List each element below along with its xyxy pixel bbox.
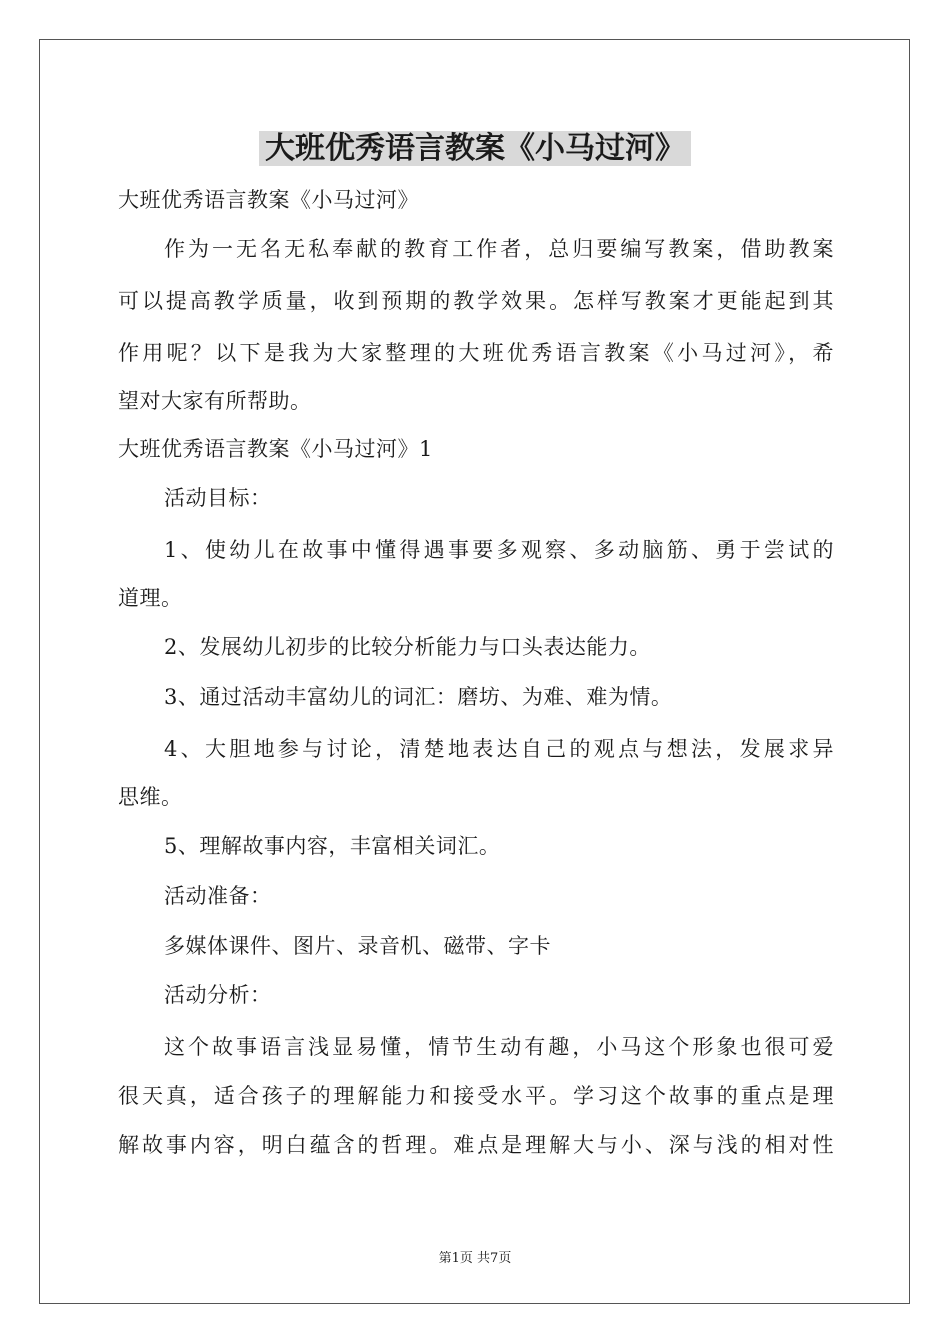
section-label: 活动准备： xyxy=(164,884,272,908)
list-item-continuation: 道理。 xyxy=(118,586,183,610)
document-title xyxy=(0,127,950,171)
paragraph-line: 解故事内容，明白蕴含的哲理。难点是理解大与小、深与浅的相对性 xyxy=(118,1133,834,1157)
title-text: 大班优秀语言教案《小马过河》 xyxy=(259,131,691,166)
list-item: 5、理解故事内容，丰富相关词汇。 xyxy=(164,834,501,858)
list-item: 3、通过活动丰富幼儿的词汇：磨坊、为难、难为情。 xyxy=(164,685,673,709)
list-item: 4、大胆地参与讨论，清楚地表达自己的观点与想法，发展求异 xyxy=(164,737,834,761)
list-item: 1、使幼儿在故事中懂得遇事要多观察、多动脑筋、勇于尝试的 xyxy=(164,538,834,562)
section-heading: 大班优秀语言教案《小马过河》1 xyxy=(118,437,433,461)
subtitle-line: 大班优秀语言教案《小马过河》 xyxy=(118,188,419,212)
list-item-continuation: 思维。 xyxy=(118,785,183,809)
page-border xyxy=(39,39,910,1304)
paragraph-line: 作为一无名无私奉献的教育工作者，总归要编写教案，借助教案 xyxy=(164,237,834,261)
paragraph-line: 可以提高教学质量，收到预期的教学效果。怎样写教案才更能起到其 xyxy=(118,289,834,313)
paragraph-line: 很天真，适合孩子的理解能力和接受水平。学习这个故事的重点是理 xyxy=(118,1084,834,1108)
materials-line: 多媒体课件、图片、录音机、磁带、字卡 xyxy=(164,934,551,958)
page-footer: 第1页 共7页 xyxy=(438,1251,512,1266)
paragraph-line: 望对大家有所帮助。 xyxy=(118,389,312,413)
section-label: 活动分析： xyxy=(164,983,272,1007)
section-label: 活动目标： xyxy=(164,486,272,510)
list-item: 2、发展幼儿初步的比较分析能力与口头表达能力。 xyxy=(164,635,651,659)
paragraph-line: 作用呢？以下是我为大家整理的大班优秀语言教案《小马过河》，希 xyxy=(118,341,834,365)
paragraph-line: 这个故事语言浅显易懂，情节生动有趣，小马这个形象也很可爱 xyxy=(164,1035,834,1059)
